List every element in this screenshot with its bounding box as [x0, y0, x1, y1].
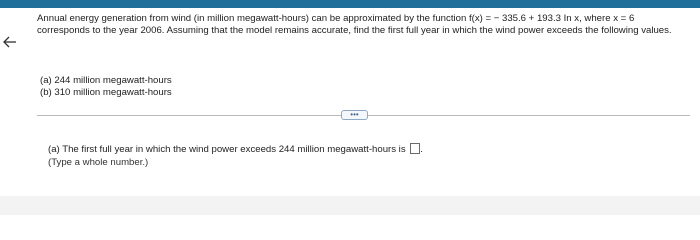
answer-prompt: (a) The first full year in which the wind power exceeds 244 million megawatt-hours is — [48, 144, 406, 155]
answer-period: . — [420, 144, 423, 155]
expand-more-button[interactable]: ••• — [341, 110, 368, 120]
problem-parts — [40, 75, 172, 99]
footer-area — [0, 196, 700, 215]
answer-row — [48, 143, 423, 156]
back-arrow-icon[interactable] — [2, 34, 18, 50]
top-bar — [0, 0, 700, 8]
part-b: (b) 310 million megawatt-hours — [40, 87, 172, 98]
answer-hint: (Type a whole number.) — [48, 157, 149, 168]
part-a: (a) 244 million megawatt-hours — [40, 75, 172, 86]
problem-statement: Annual energy generation from wind (in million megawatt-hours) can be approximated by the function f(x) = − 335.6 + 193.3 In x, where x = 6 corresponds to the year 2006. Assuming that the model remains accurate, find the first full year in which the wind power exceeds the following values. — [37, 13, 672, 36]
answer-input[interactable] — [410, 143, 420, 154]
